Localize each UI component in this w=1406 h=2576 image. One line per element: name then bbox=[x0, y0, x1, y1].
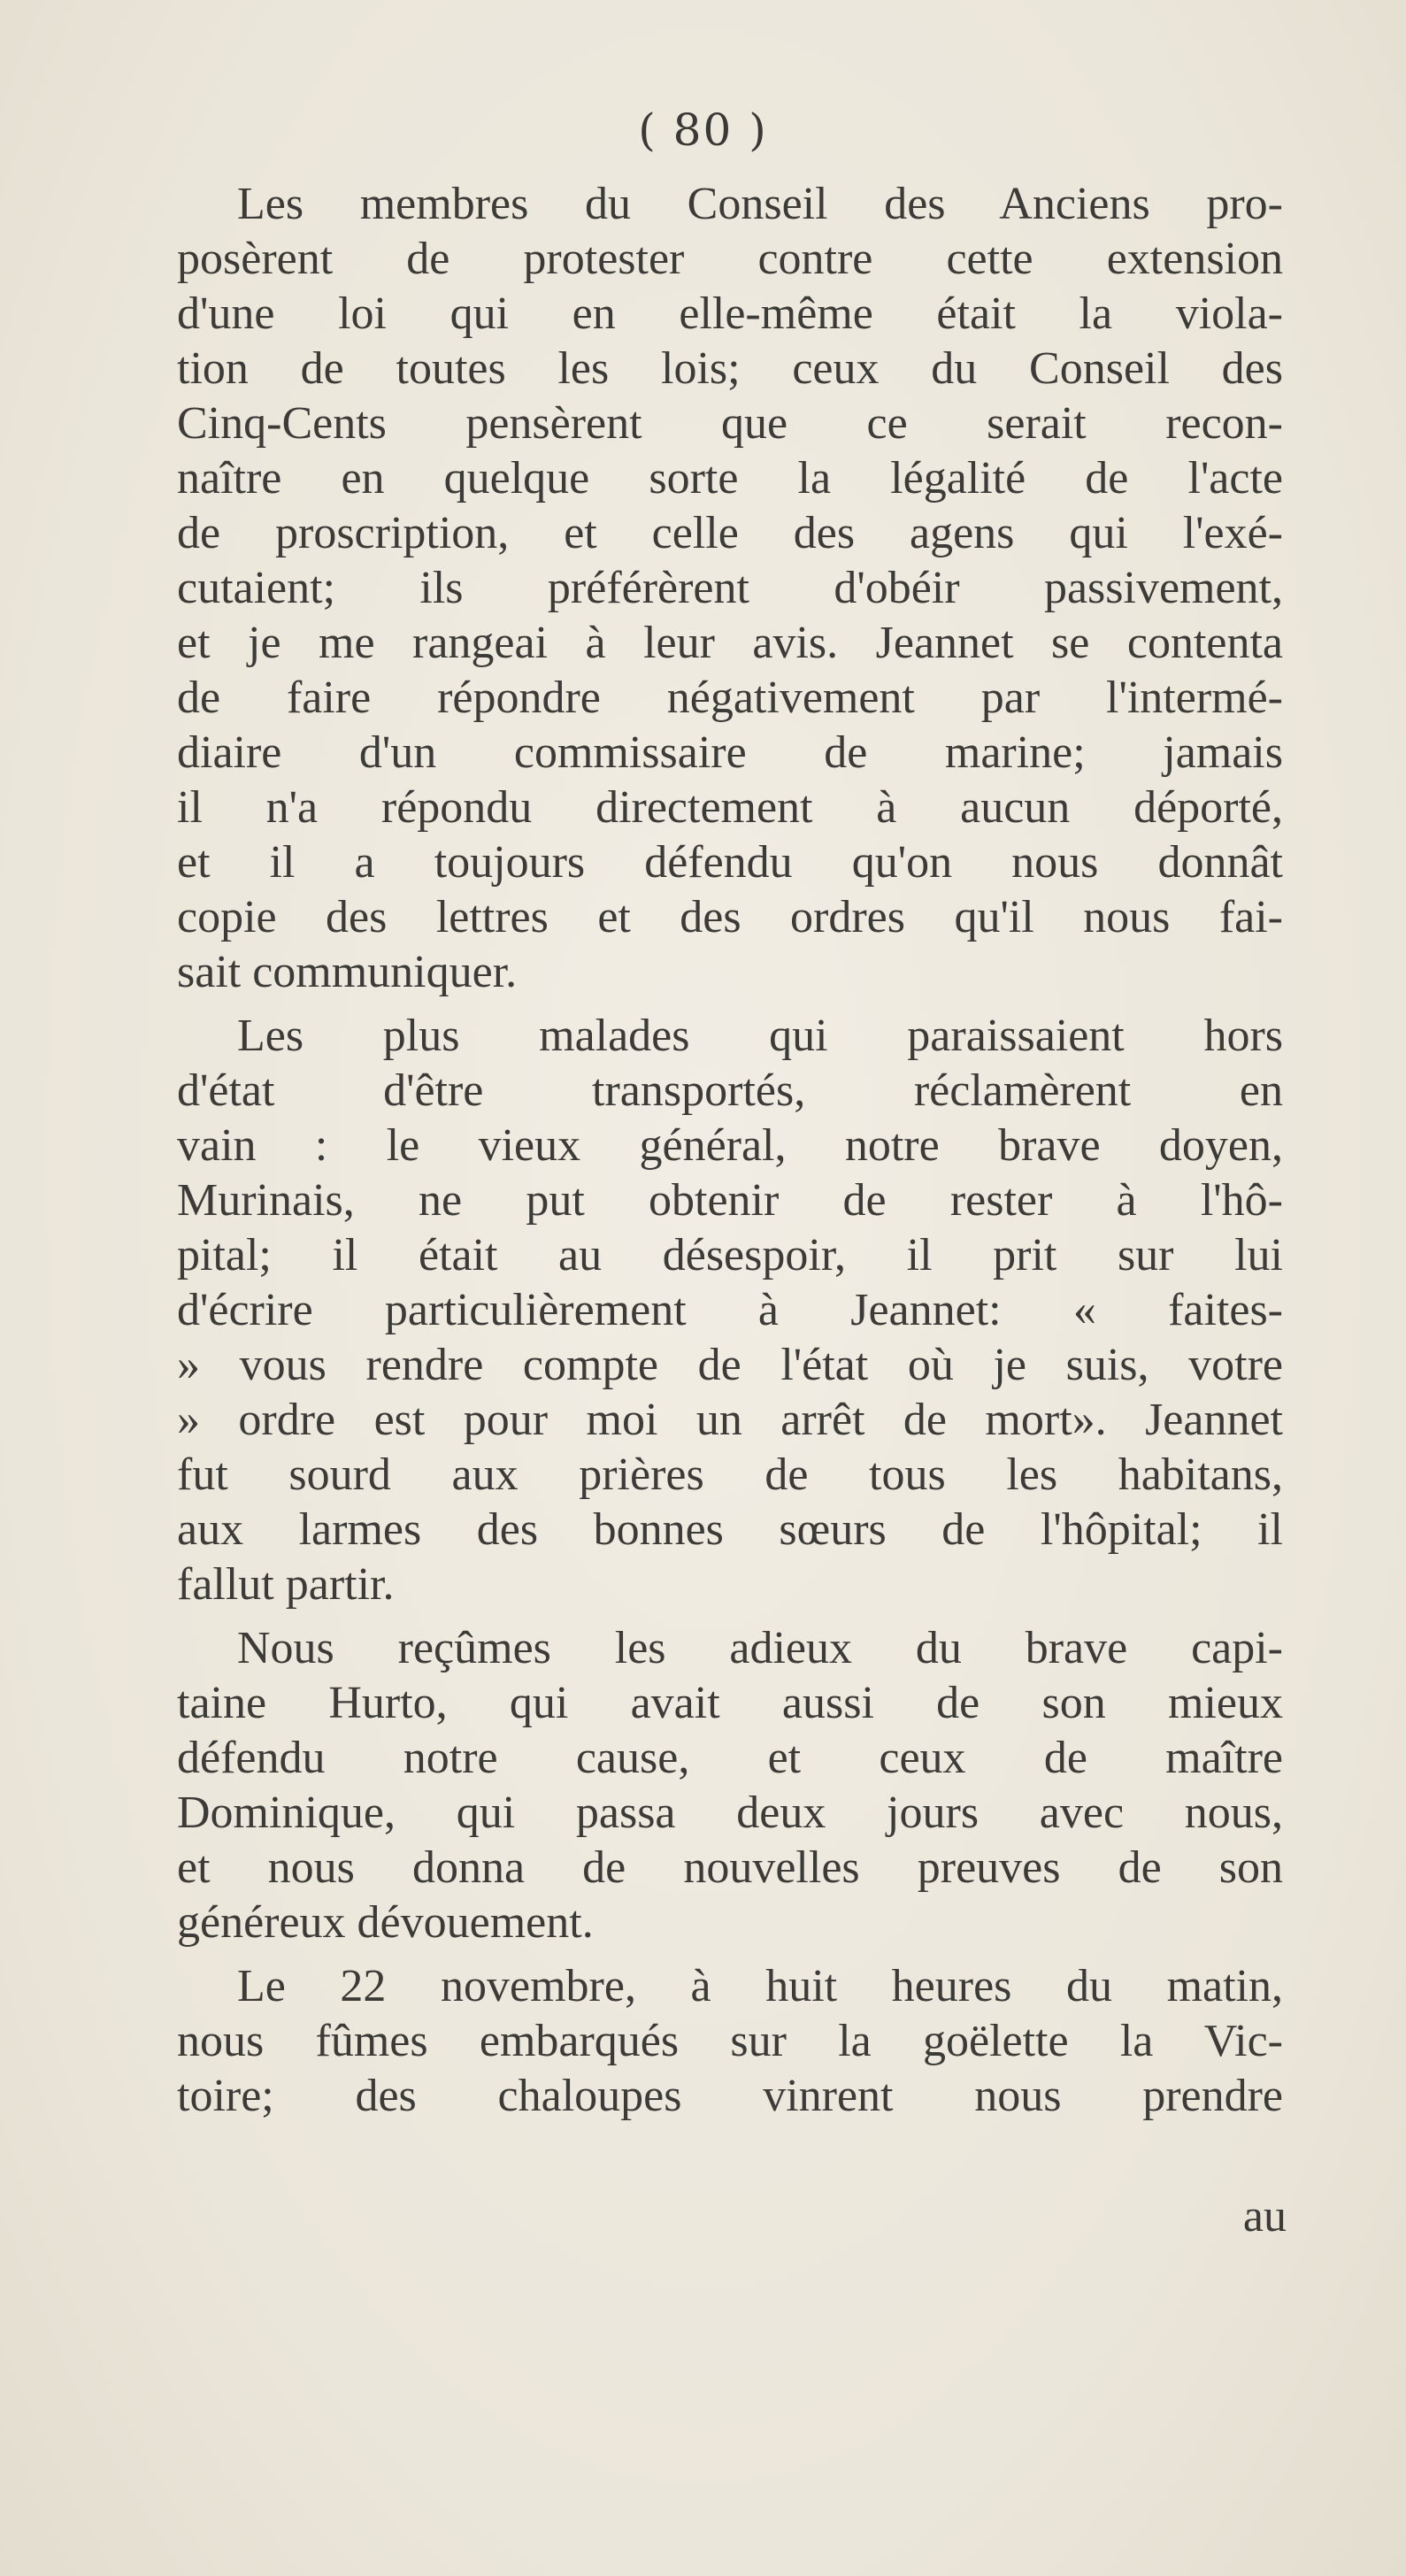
text-line: nous fûmes embarqués sur la goëlette la Vic- bbox=[177, 2016, 1283, 2066]
text-line: fallut partir. bbox=[177, 1559, 395, 1610]
text-line: Dominique, qui passa deux jours avec nous, bbox=[177, 1788, 1283, 1838]
text-line: de proscription, et celle des agens qui l'exé- bbox=[177, 508, 1283, 558]
text-line: toire; des chaloupes vinrent nous prendre bbox=[177, 2071, 1283, 2121]
text-line: naître en quelque sorte la légalité de l'acte bbox=[177, 453, 1283, 504]
text-line: Les plus malades qui paraissaient hors bbox=[237, 1011, 1283, 1061]
text-line: » ordre est pour moi un arrêt de mort». Jeannet bbox=[177, 1395, 1283, 1445]
text-line: il n'a répondu directement à aucun déporté, bbox=[177, 782, 1283, 833]
text-line: taine Hurto, qui avait aussi de son mieux bbox=[177, 1678, 1283, 1728]
text-line: d'une loi qui en elle-même était la viola- bbox=[177, 288, 1283, 339]
text-line: d'état d'être transportés, réclamèrent en bbox=[177, 1065, 1283, 1116]
text-line: Les membres du Conseil des Anciens pro- bbox=[237, 179, 1283, 229]
text-line: défendu notre cause, et ceux de maître bbox=[177, 1733, 1283, 1783]
text-line: et nous donna de nouvelles preuves de son bbox=[177, 1842, 1283, 1893]
text-line: copie des lettres et des ordres qu'il nous fai- bbox=[177, 892, 1283, 942]
text-line: vain : le vieux général, notre brave doyen, bbox=[177, 1120, 1283, 1171]
text-line: sait communiquer. bbox=[177, 947, 518, 997]
text-line: Le 22 novembre, à huit heures du matin, bbox=[237, 1961, 1283, 2011]
text-line: Cinq-Cents pensèrent que ce serait recon- bbox=[177, 398, 1283, 449]
text-line: tion de toutes les lois; ceux du Conseil des bbox=[177, 343, 1283, 394]
text-line: et je me rangeai à leur avis. Jeannet se contenta bbox=[177, 618, 1283, 668]
page-number: ( 80 ) bbox=[638, 104, 768, 156]
text-line: d'écrire particulièrement à Jeannet: « faites- bbox=[177, 1285, 1283, 1335]
text-line: Murinais, ne put obtenir de rester à l'hô- bbox=[177, 1175, 1283, 1226]
text-line: pital; il était au désespoir, il prit sur lui bbox=[177, 1230, 1283, 1280]
catchword: au bbox=[1242, 2191, 1287, 2242]
text-line: aux larmes des bonnes sœurs de l'hôpital; il bbox=[177, 1504, 1283, 1555]
text-line: fut sourd aux prières de tous les habitans, bbox=[177, 1449, 1283, 1500]
text-line: et il a toujours défendu qu'on nous donnât bbox=[177, 837, 1283, 888]
text-line: cutaient; ils préférèrent d'obéir passivement, bbox=[177, 563, 1283, 613]
text-line: » vous rendre compte de l'état où je suis, votre bbox=[177, 1340, 1283, 1390]
text-line: Nous reçûmes les adieux du brave capi- bbox=[237, 1623, 1283, 1673]
text-line: posèrent de protester contre cette extension bbox=[177, 234, 1283, 284]
body-text bbox=[177, 177, 1283, 2124]
text-line: diaire d'un commissaire de marine; jamais bbox=[177, 727, 1283, 778]
text-line: de faire répondre négativement par l'intermé- bbox=[177, 673, 1283, 723]
text-line: généreux dévouement. bbox=[177, 1897, 594, 1948]
